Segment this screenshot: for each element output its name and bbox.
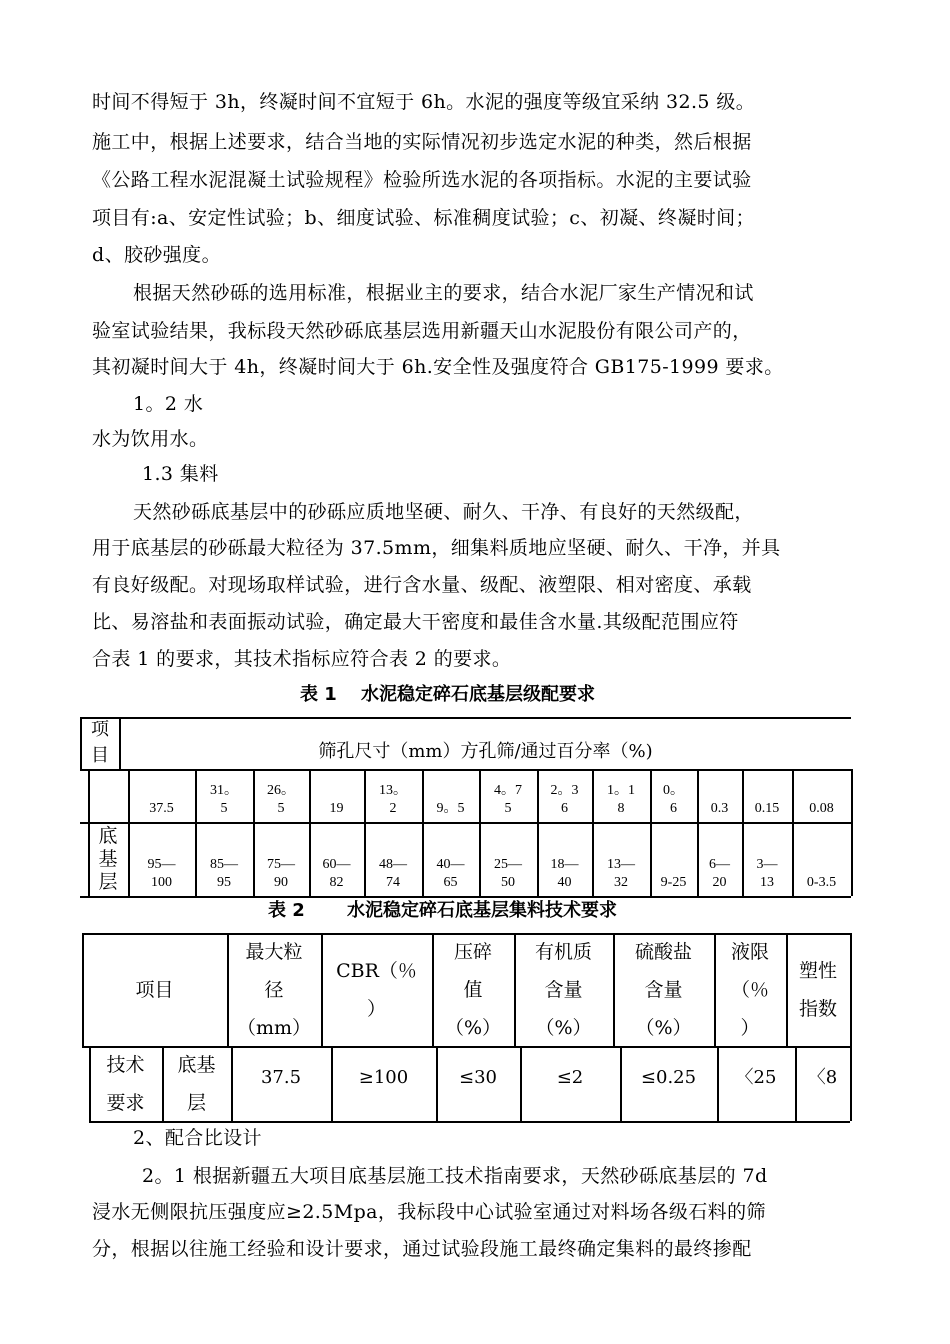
table1-value-text: 40— bbox=[436, 857, 465, 872]
table1-value-text: 6— bbox=[709, 857, 730, 872]
paragraph-line: 天然砂砾底基层中的砂砾应质地坚硬、耐久、干净、有良好的天然级配， bbox=[133, 501, 754, 523]
table1-value bbox=[422, 824, 479, 892]
table2-header-text: 最大粒 bbox=[245, 940, 303, 963]
table1-value-text: 18— bbox=[550, 857, 579, 872]
table2-header-text: 值 bbox=[463, 978, 483, 1001]
table1-sieve-size-text bbox=[742, 782, 792, 800]
table1-value-text: 48— bbox=[379, 857, 407, 872]
table2-value bbox=[520, 1047, 620, 1108]
table1-sieve-size-text: 19 bbox=[329, 801, 344, 816]
subheading: 1。2 水 bbox=[133, 393, 204, 415]
table1-sieve-size-text: 6 bbox=[670, 801, 677, 816]
table2-header bbox=[514, 934, 613, 1045]
table1-sieve-size-text: 13。 bbox=[379, 783, 407, 798]
table2-header-text: 指数 bbox=[798, 997, 837, 1020]
table2-row-label-text: 要求 bbox=[106, 1091, 145, 1114]
table2-row-sublabel-text: 层 bbox=[186, 1091, 206, 1114]
table2-header-text: 含量 bbox=[644, 978, 683, 1001]
table1-row-label bbox=[88, 823, 128, 895]
table1-value-text: 32 bbox=[614, 875, 628, 890]
table1-value-text: 90 bbox=[274, 875, 288, 890]
table2-header-text: ） bbox=[366, 997, 386, 1020]
table1-value bbox=[592, 824, 650, 892]
table1-value-text: 3— bbox=[756, 857, 778, 872]
table1-sieve-size-text: 9。5 bbox=[436, 801, 465, 816]
table1-sieve-size-text: 31。 bbox=[210, 783, 238, 798]
table1-value-text: 95 bbox=[217, 875, 231, 890]
table1-sieve-size-text bbox=[128, 782, 195, 800]
table2-header-text: （%） bbox=[635, 1016, 692, 1039]
table2-header-text: 有机质 bbox=[534, 940, 592, 963]
table1-value-text bbox=[792, 856, 851, 874]
table2-value-text: ≤2 bbox=[556, 1066, 584, 1088]
table1-value-text: 95— bbox=[147, 857, 176, 872]
table-rule bbox=[851, 769, 853, 896]
table1-header bbox=[120, 739, 851, 765]
paragraph-line: 分，根据以往施工经验和设计要求，通过试验段施工最终确定集料的最终掺配 bbox=[92, 1238, 752, 1260]
table2-value-text: 〈25 bbox=[735, 1066, 777, 1088]
table1-value-text: 25— bbox=[494, 857, 522, 872]
table2-header bbox=[227, 934, 321, 1045]
table1-value-text: 60— bbox=[322, 857, 351, 872]
table2-value-text: ≤0.25 bbox=[640, 1066, 697, 1088]
table1-value-text: 85— bbox=[210, 857, 238, 872]
paragraph-line: 有良好级配。对现场取样试验，进行含水量、级配、液塑限、相对密度、承载 bbox=[92, 574, 752, 596]
table1-value-text: 82 bbox=[329, 875, 344, 890]
paragraph-line: 验室试验结果，我标段天然砂砾底基层选用新疆天山水泥股份有限公司产的， bbox=[92, 320, 752, 342]
paragraph-line: 用于底基层的砂砾最大粒径为 37.5mm，细集料质地应坚硬、耐久、干净，并具 bbox=[92, 537, 781, 559]
table1-sieve-size bbox=[792, 771, 851, 818]
paragraph-line: d、胶砂强度。 bbox=[92, 244, 221, 266]
table-rule bbox=[850, 1046, 852, 1121]
table1-value bbox=[364, 824, 422, 892]
table2-header-text: 含量 bbox=[544, 978, 583, 1001]
paragraph-line: 比、易溶盐和表面振动试验，确定最大干密度和最佳含水量.其级配范围应符 bbox=[92, 611, 739, 633]
table1-sieve-size-text bbox=[309, 782, 364, 800]
table1-sieve-size bbox=[422, 771, 479, 818]
table1-value-text: 20 bbox=[712, 875, 727, 890]
table2-header bbox=[613, 934, 714, 1045]
table2-value bbox=[331, 1047, 436, 1108]
table1-caption: 表 1 水泥稳定碎石底基层级配要求 bbox=[300, 684, 596, 705]
table2-header-text: CBR（％ bbox=[336, 959, 417, 982]
table1-value-text bbox=[650, 856, 697, 874]
table2-header-text: （%） bbox=[535, 1016, 592, 1039]
paragraph-line: 项目有:a、安定性试验；b、细度试验、标准稠度试验；c、初凝、终凝时间； bbox=[92, 207, 755, 229]
paragraph-line: 时间不得短于 3h，终凝时间不宜短于 6h。水泥的强度等级宜采纳 32.5 级。 bbox=[92, 91, 756, 113]
table2-value-text: ≤30 bbox=[459, 1066, 497, 1088]
table1-value bbox=[742, 824, 792, 892]
table1-value-text: 65 bbox=[443, 875, 458, 890]
table2-header-text: 径 bbox=[264, 978, 284, 1001]
table1-sieve-size-text: 5 bbox=[220, 801, 228, 816]
table1-sieve-size-text: 8 bbox=[617, 801, 625, 816]
table1-sieve-size-text: 6 bbox=[561, 801, 568, 816]
table1-sieve-size-text: 2 bbox=[389, 801, 397, 816]
table2-value-text: 37.5 bbox=[260, 1066, 302, 1088]
table2-row-sublabel-text: 底基 bbox=[177, 1053, 216, 1076]
table1-value-text: 13 bbox=[760, 875, 774, 890]
table1-sieve-size bbox=[650, 771, 697, 818]
table1-row-label-text: 底 bbox=[98, 824, 118, 847]
table1-row-label-text: 基 bbox=[98, 847, 118, 870]
table2-header-text: （mm） bbox=[236, 1016, 312, 1039]
table1-value bbox=[792, 824, 851, 892]
table2-header-text: 硫酸盐 bbox=[634, 940, 692, 963]
table1-value-text: 50 bbox=[501, 875, 515, 890]
paragraph-line: 《公路工程水泥混凝土试验规程》检验所选水泥的各项指标。水泥的主要试验 bbox=[92, 169, 752, 191]
table1-sieve-size-text: 5 bbox=[504, 801, 512, 816]
table1-value bbox=[309, 824, 364, 892]
table1-value-text: 9-25 bbox=[660, 875, 687, 890]
table1-item-label-text: 目 bbox=[91, 745, 109, 766]
table1-sieve-size bbox=[195, 771, 253, 818]
table1-value bbox=[650, 824, 697, 892]
table1-sieve-size bbox=[128, 771, 195, 818]
paragraph-line: 2。1 根据新疆五大项目底基层施工技术指南要求，天然砂砾底基层的 7d bbox=[142, 1165, 768, 1187]
table1-sieve-size bbox=[537, 771, 592, 818]
table1-item-label-text: 项 bbox=[91, 719, 109, 740]
table2-header bbox=[786, 934, 850, 1045]
table1-sieve-size bbox=[742, 771, 792, 818]
table2-value-text: ≥100 bbox=[358, 1066, 409, 1088]
table1-sieve-size-text: 5 bbox=[277, 801, 285, 816]
table2-header bbox=[714, 934, 786, 1045]
table2-header bbox=[432, 934, 514, 1045]
table1-value-text: 74 bbox=[386, 875, 400, 890]
table-rule bbox=[80, 717, 851, 719]
table1-sieve-size-text: 1。1 bbox=[607, 783, 635, 798]
table2-header-text: 液限 bbox=[730, 940, 769, 963]
table2-header-text: 塑性 bbox=[798, 959, 837, 982]
table2-header-text: （%） bbox=[444, 1016, 502, 1039]
table1-row-label-text: 层 bbox=[98, 870, 118, 893]
table1-sieve-size-text: 0.3 bbox=[710, 801, 729, 816]
table2-value bbox=[231, 1047, 331, 1108]
section-heading: 2、配合比设计 bbox=[133, 1127, 262, 1149]
table1-value-text: 75— bbox=[267, 857, 295, 872]
table2-caption: 表 2 水泥稳定碎石底基层集料技术要求 bbox=[268, 900, 618, 921]
table1-value bbox=[253, 824, 309, 892]
table1-sieve-size-text: 4。7 bbox=[494, 783, 522, 798]
table1-value-text: 0-3.5 bbox=[806, 875, 837, 890]
table1-sieve-size bbox=[479, 771, 537, 818]
table1-sieve-size-text bbox=[792, 782, 851, 800]
table2-value bbox=[717, 1047, 795, 1108]
table2-header bbox=[321, 934, 432, 1045]
table1-sieve-size-text: 26。 bbox=[267, 783, 295, 798]
table2-header-text: 压碎 bbox=[453, 940, 492, 963]
table1-sieve-size-text: 0。 bbox=[663, 783, 684, 798]
paragraph-line: 浸水无侧限抗压强度应≥2.5Mpa，我标段中心试验室通过对料场各级石料的筛 bbox=[92, 1201, 766, 1223]
table-rule bbox=[80, 896, 851, 898]
table1-item-label bbox=[80, 719, 120, 767]
table2-header bbox=[82, 934, 227, 1045]
table2-value bbox=[795, 1047, 850, 1108]
table2-header-text: 项目 bbox=[135, 978, 174, 1001]
table2-value bbox=[620, 1047, 717, 1108]
table2-value-text: 〈8 bbox=[807, 1066, 838, 1088]
table2-row-label-text: 技术 bbox=[106, 1053, 145, 1076]
table1-value bbox=[697, 824, 742, 892]
paragraph-line: 根据天然砂砾的选用标准，根据业主的要求，结合水泥厂家生产情况和试 bbox=[133, 282, 754, 304]
table1-sieve-size-text: 2。3 bbox=[550, 783, 579, 798]
table1-value-text: 13— bbox=[607, 857, 635, 872]
table2-value bbox=[436, 1047, 520, 1108]
paragraph-line: 水为饮用水。 bbox=[92, 428, 209, 450]
table1-value-text: 40 bbox=[557, 875, 572, 890]
table2-header-text: ） bbox=[740, 1016, 760, 1039]
table1-sieve-size bbox=[592, 771, 650, 818]
paragraph-line: 合表 1 的要求，其技术指标应符合表 2 的要求。 bbox=[92, 648, 512, 670]
table1-value bbox=[479, 824, 537, 892]
paragraph-line: 其初凝时间大于 4h，终凝时间大于 6h.安全性及强度符合 GB175-1999 要求。 bbox=[92, 356, 784, 378]
table1-sieve-size-text: 0.15 bbox=[754, 801, 780, 816]
table1-sieve-size bbox=[364, 771, 422, 818]
table1-sieve-size-text bbox=[422, 782, 479, 800]
table1-sieve-size-text: 0.08 bbox=[809, 801, 834, 816]
subheading: 1.3 集料 bbox=[142, 463, 219, 485]
table1-value bbox=[128, 824, 195, 892]
paragraph-line: 施工中，根据上述要求，结合当地的实际情况初步选定水泥的种类，然后根据 bbox=[92, 131, 752, 153]
table-rule bbox=[850, 933, 852, 1046]
table2-header-text: （％ bbox=[730, 978, 769, 1001]
table1-header-text: 筛孔尺寸（mm）方孔筛/通过百分率（%) bbox=[318, 741, 653, 762]
table1-sieve-size bbox=[253, 771, 309, 818]
table1-value bbox=[537, 824, 592, 892]
table2-row-label bbox=[89, 1047, 162, 1120]
table1-sieve-size-text: 37.5 bbox=[149, 801, 174, 816]
table2-row-sublabel bbox=[162, 1047, 231, 1120]
table1-sieve-size-text bbox=[697, 782, 742, 800]
table1-sieve-size bbox=[309, 771, 364, 818]
table1-sieve-size bbox=[697, 771, 742, 818]
table1-value bbox=[195, 824, 253, 892]
table1-value-text: 100 bbox=[151, 875, 172, 890]
